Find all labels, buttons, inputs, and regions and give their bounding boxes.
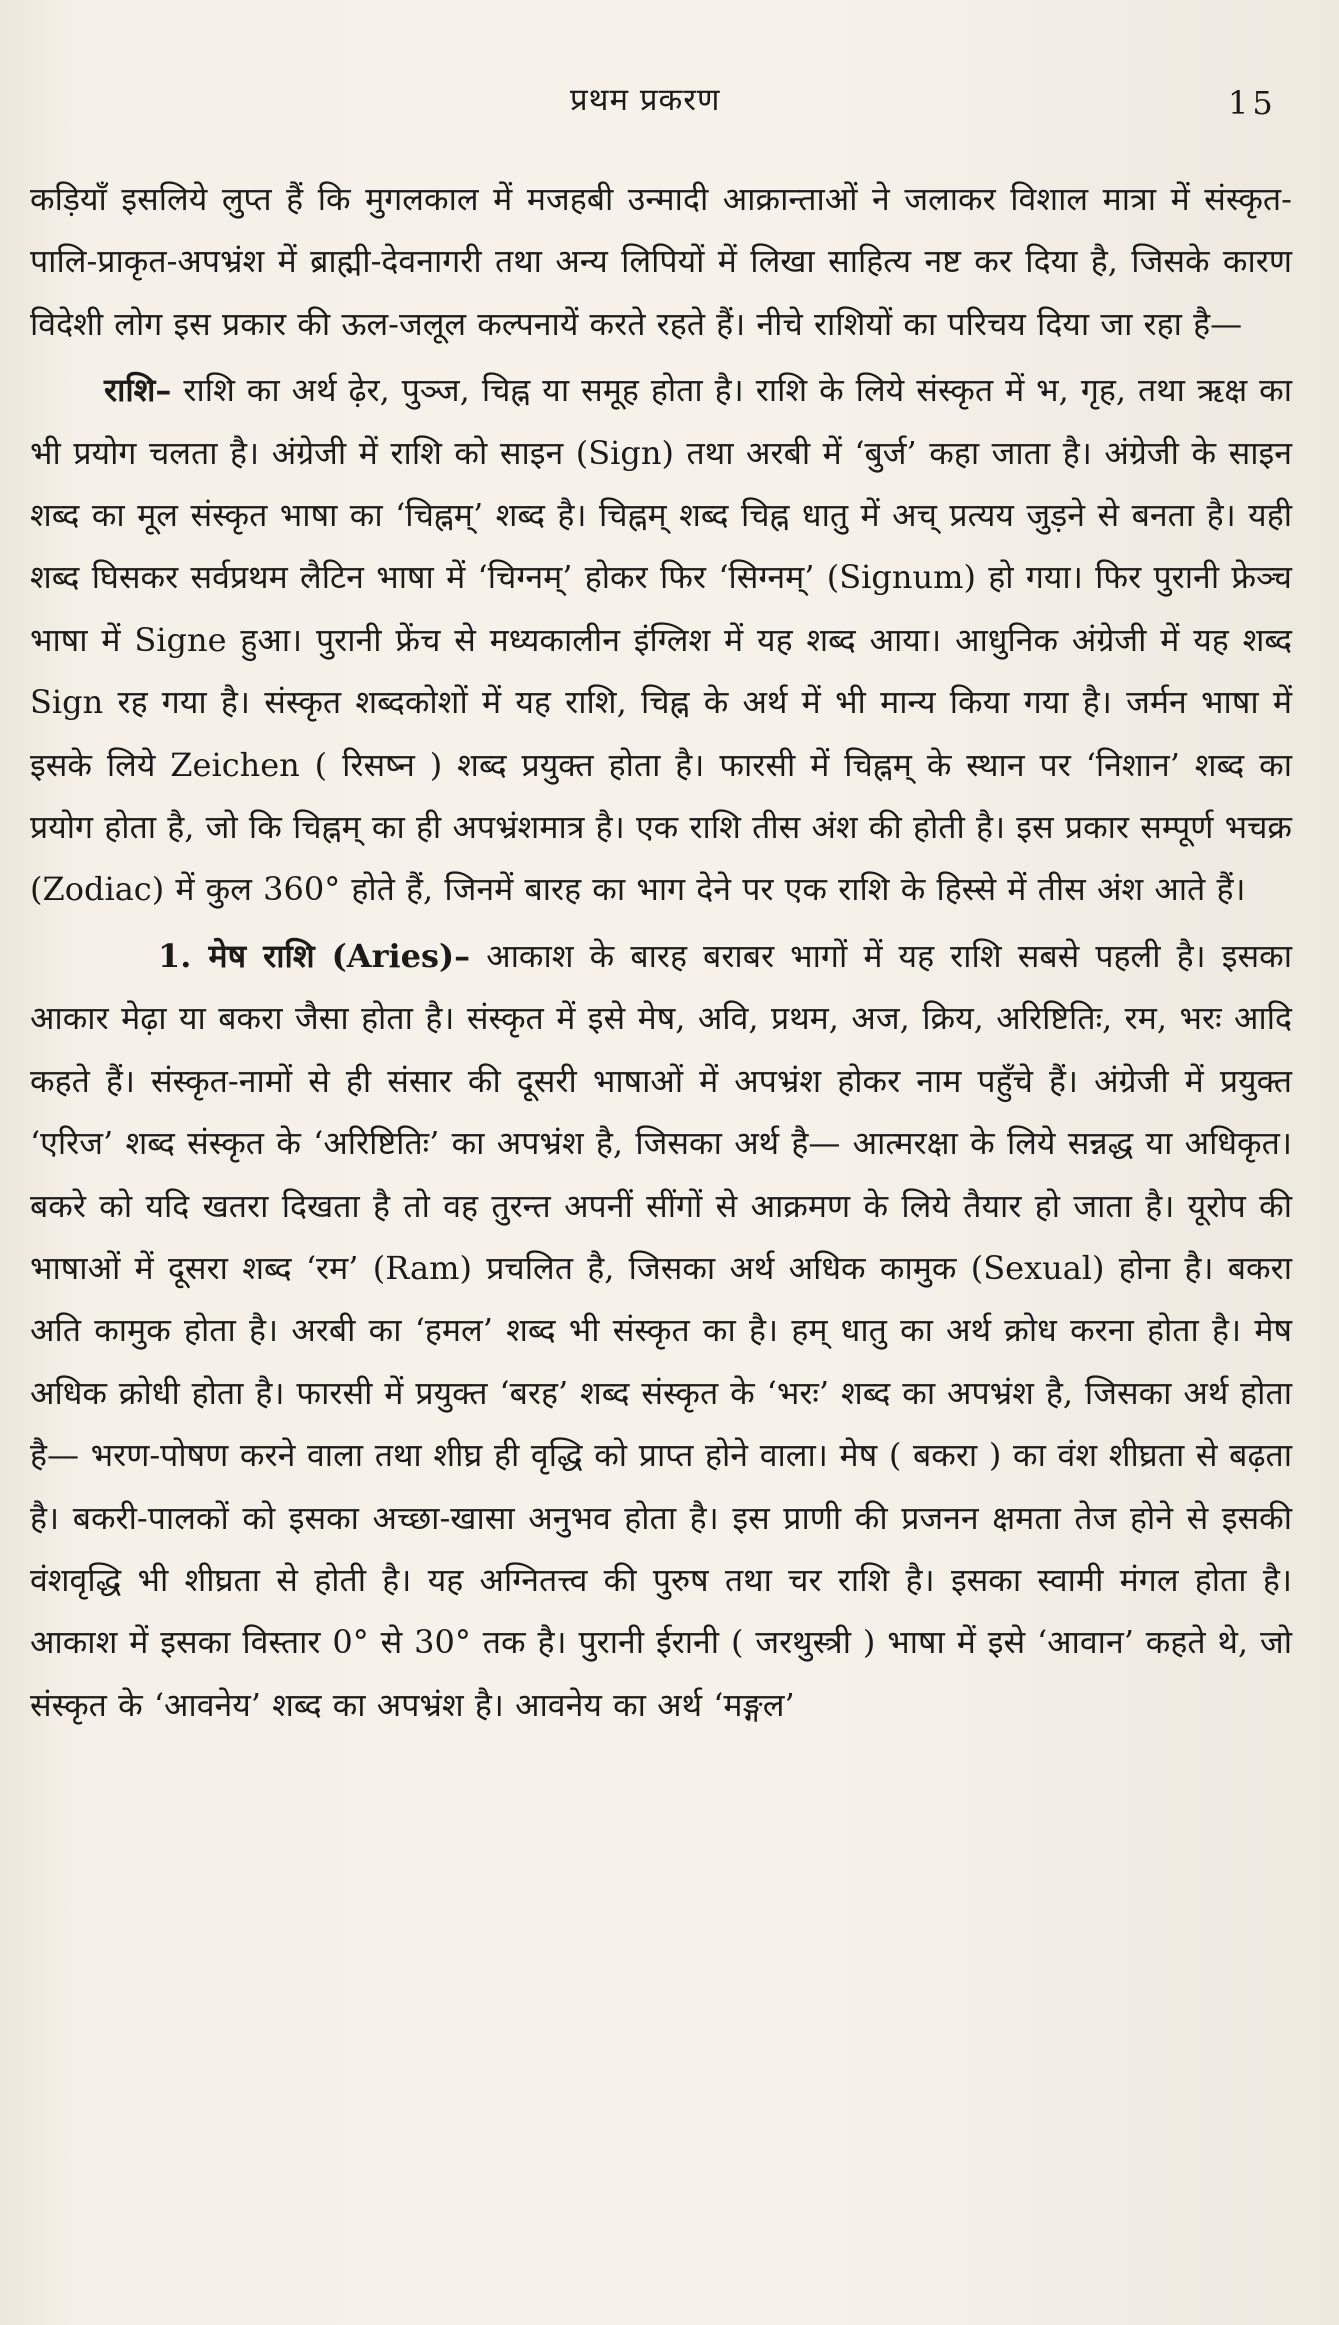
page-number: 15	[1228, 84, 1277, 122]
paragraph-text: कड़ियाँ इसलिये लुप्त हैं कि मुगलकाल में मजहबी उन्मादी आक्रान्ताओं ने जलाकर विशाल मात्रा में संस्कृत-पालि-प्राकृत-अपभ्रंश में ब्राह्मी-देवनागरी तथा अन्य लिपियों में लिखा साहित्य नष्ट कर दिया है, जिसके कारण विदेशी लोग इस प्रकार की ऊल-जलूल कल्पनायें करते रहते हैं। नीचे राशियों का परिचय दिया जा रहा है—	[30, 180, 1292, 343]
running-header	[0, 78, 1339, 128]
paragraph-rashi	[30, 359, 1292, 921]
paragraph-lead: राशि–	[104, 371, 172, 410]
paragraph-mesh-rashi	[30, 925, 1292, 1736]
chapter-title: प्रथम प्रकरण	[570, 82, 721, 118]
paragraph-intro	[30, 168, 1292, 355]
paragraph-text: राशि का अर्थ ढ़ेर, पुञ्ज, चिह्न या समूह होता है। राशि के लिये संस्कृत में भ, गृह, तथा ऋक्ष का भी प्रयोग चलता है। अंग्रेजी में राशि को साइन (Sign) तथा अरबी में ‘बुर्ज’ कहा जाता है। अंग्रेजी के साइन शब्द का मूल संस्कृत भाषा का ‘चिह्नम्’ शब्द है। चिह्नम् शब्द चिह्न धातु में अच् प्रत्यय जुड़ने से बनता है। यही शब्द घिसकर सर्वप्रथम लैटिन भाषा में ‘चिग्नम्’ होकर फिर ‘सिग्नम्’ (Signum) हो गया। फिर पुरानी फ्रेञ्च भाषा में Signe हुआ। पुरानी फ्रेंच से मध्यकालीन इंग्लिश में यह शब्द आया। आधुनिक अंग्रेजी में यह शब्द Sign रह गया है। संस्कृत शब्दकोशों में यह राशि, चिह्न के अर्थ में भी मान्य किया गया है। जर्मन भाषा में इसके लिये Zeichen ( रिसष्न ) शब्द प्रयुक्त होता है। फारसी में चिह्नम् के स्थान पर ‘निशान’ शब्द का प्रयोग होता है, जो कि चिह्नम् का ही अपभ्रंशमात्र है। एक राशि तीस अंश की होती है। इस प्रकार सम्पूर्ण भचक्र (Zodiac) में कुल 360° होते हैं, जिनमें बारह का भाग देने पर एक राशि के हिस्से में तीस अंश आते हैं।	[30, 371, 1292, 909]
body-text	[30, 168, 1292, 1736]
paragraph-lead: 1. मेष राशि (Aries)–	[158, 936, 471, 975]
paragraph-text: आकाश के बारह बराबर भागों में यह राशि सबसे पहली है। इसका आकार मेढ़ा या बकरा जैसा होता है। संस्कृत में इसे मेष, अवि, प्रथम, अज, क्रिय, अरिष्टितिः, रम, भरः आदि कहते हैं। संस्कृत-नामों से ही संसार की दूसरी भाषाओं में अपभ्रंश होकर नाम पहुँचे हैं। अंग्रेजी में प्रयुक्त ‘एरिज’ शब्द संस्कृत के ‘अरिष्टितिः’ का अपभ्रंश है, जिसका अर्थ है— आत्मरक्षा के लिये सन्नद्ध या अधिकृत। बकरे को यदि खतरा दिखता है तो वह तुरन्त अपनीं सींगों से आक्रमण के लिये तैयार हो जाता है। यूरोप की भाषाओं में दूसरा शब्द ‘रम’ (Ram) प्रचलित है, जिसका अर्थ अधिक कामुक (Sexual) होना है। बकरा अति कामुक होता है। अरबी का ‘हमल’ शब्द भी संस्कृत का है। हम् धातु का अर्थ क्रोध करना होता है। मेष अधिक क्रोधी होता है। फारसी में प्रयुक्त ‘बरह’ शब्द संस्कृत के ‘भरः’ शब्द का अपभ्रंश है, जिसका अर्थ होता है— भरण-पोषण करने वाला तथा शीघ्र ही वृद्धि को प्राप्त होने वाला। मेष ( बकरा ) का वंश शीघ्रता से बढ़ता है। बकरी-पालकों को इसका अच्छा-खासा अनुभव होता है। इस प्राणी की प्रजनन क्षमता तेज होने से इसकी वंशवृद्धि भी शीघ्रता से होती है। यह अग्नितत्त्व की पुरुष तथा चर राशि है। इसका स्वामी मंगल होता है। आकाश में इसका विस्तार 0° से 30° तक है। पुरानी ईरानी ( जरथुस्त्री ) भाषा में इसे ‘आवान’ कहते थे, जो संस्कृत के ‘आवनेय’ शब्द का अपभ्रंश है। आवनेय का अर्थ ‘मङ्गल’	[30, 936, 1292, 1724]
